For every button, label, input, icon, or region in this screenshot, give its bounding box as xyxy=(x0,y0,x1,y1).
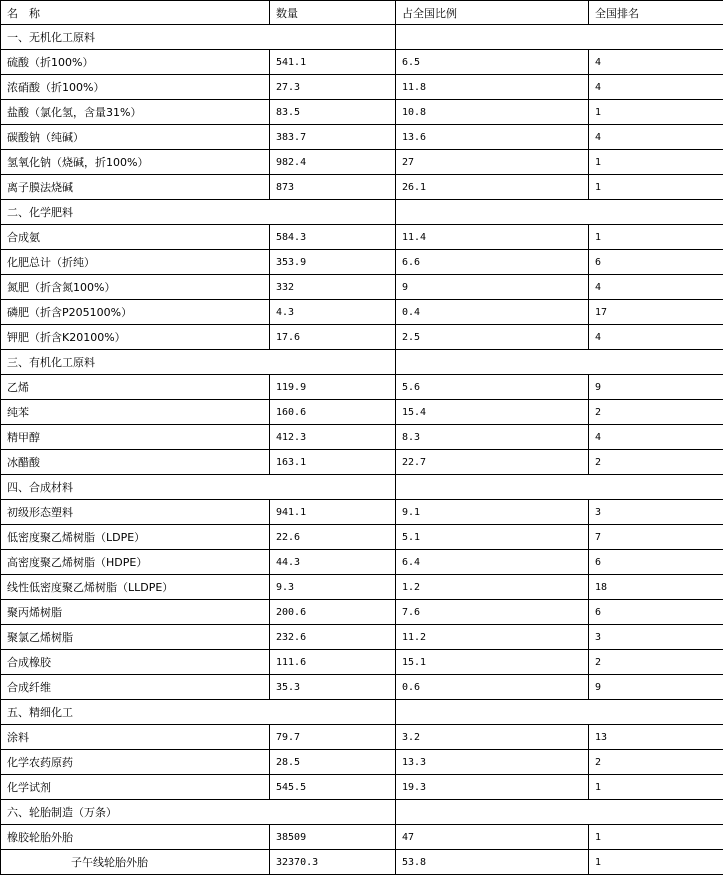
table-row xyxy=(1,500,723,525)
quantity-cell: 873 xyxy=(270,175,396,200)
quantity-cell: 32370.3 xyxy=(270,850,396,875)
product-name-cell: 离子膜法烧碱 xyxy=(1,175,270,200)
share-cell: 13.6 xyxy=(396,125,589,150)
product-name-cell: 氢氧化钠（烧碱，折100%） xyxy=(1,150,270,175)
section-row xyxy=(1,475,723,500)
section-blank-cell xyxy=(396,475,723,500)
product-name-cell: 初级形态塑料 xyxy=(1,500,270,525)
section-title: 六、轮胎制造（万条） xyxy=(1,800,396,825)
rank-cell: 6 xyxy=(589,250,723,275)
table-row xyxy=(1,250,723,275)
product-name-cell: 子午线轮胎外胎 xyxy=(1,850,270,875)
share-cell: 8.3 xyxy=(396,425,589,450)
product-name-cell: 乙烯 xyxy=(1,375,270,400)
product-name-cell: 冰醋酸 xyxy=(1,450,270,475)
rank-cell: 2 xyxy=(589,750,723,775)
product-name-cell: 化学试剂 xyxy=(1,775,270,800)
table-row xyxy=(1,275,723,300)
table-row xyxy=(1,650,723,675)
quantity-cell: 982.4 xyxy=(270,150,396,175)
product-name-cell: 线性低密度聚乙烯树脂（LLDPE） xyxy=(1,575,270,600)
quantity-cell: 163.1 xyxy=(270,450,396,475)
table-row xyxy=(1,425,723,450)
section-row xyxy=(1,800,723,825)
share-cell: 22.7 xyxy=(396,450,589,475)
rank-cell: 18 xyxy=(589,575,723,600)
quantity-cell: 383.7 xyxy=(270,125,396,150)
quantity-cell: 79.7 xyxy=(270,725,396,750)
product-name-cell: 氮肥（折含氮100%） xyxy=(1,275,270,300)
table-row xyxy=(1,100,723,125)
quantity-cell: 9.3 xyxy=(270,575,396,600)
quantity-cell: 44.3 xyxy=(270,550,396,575)
quantity-cell: 119.9 xyxy=(270,375,396,400)
quantity-cell: 200.6 xyxy=(270,600,396,625)
section-row xyxy=(1,200,723,225)
header-rank: 全国排名 xyxy=(589,1,723,25)
quantity-cell: 332 xyxy=(270,275,396,300)
rank-cell: 7 xyxy=(589,525,723,550)
share-cell: 15.4 xyxy=(396,400,589,425)
table-row xyxy=(1,375,723,400)
quantity-cell: 584.3 xyxy=(270,225,396,250)
share-cell: 27 xyxy=(396,150,589,175)
table-row xyxy=(1,400,723,425)
quantity-cell: 412.3 xyxy=(270,425,396,450)
rank-cell: 9 xyxy=(589,375,723,400)
section-title: 一、无机化工原料 xyxy=(1,25,396,50)
header-quantity: 数量 xyxy=(270,1,396,25)
rank-cell: 1 xyxy=(589,225,723,250)
table-row xyxy=(1,225,723,250)
quantity-cell: 353.9 xyxy=(270,250,396,275)
product-name-cell: 化肥总计（折纯） xyxy=(1,250,270,275)
rank-cell: 2 xyxy=(589,400,723,425)
table-row xyxy=(1,125,723,150)
product-name-cell: 浓硝酸（折100%） xyxy=(1,75,270,100)
header-row xyxy=(1,1,723,25)
product-name-cell: 纯苯 xyxy=(1,400,270,425)
rank-cell: 1 xyxy=(589,175,723,200)
quantity-cell: 4.3 xyxy=(270,300,396,325)
table-row xyxy=(1,450,723,475)
product-name-cell: 磷肥（折含P205100%） xyxy=(1,300,270,325)
product-name-cell: 硫酸（折100%） xyxy=(1,50,270,75)
share-cell: 0.4 xyxy=(396,300,589,325)
section-row xyxy=(1,25,723,50)
quantity-cell: 232.6 xyxy=(270,625,396,650)
table-row xyxy=(1,725,723,750)
share-cell: 3.2 xyxy=(396,725,589,750)
section-title: 四、合成材料 xyxy=(1,475,396,500)
table-row xyxy=(1,150,723,175)
share-cell: 47 xyxy=(396,825,589,850)
quantity-cell: 83.5 xyxy=(270,100,396,125)
share-cell: 13.3 xyxy=(396,750,589,775)
product-name-cell: 碳酸钠（纯碱） xyxy=(1,125,270,150)
product-name-cell: 合成橡胶 xyxy=(1,650,270,675)
rank-cell: 4 xyxy=(589,275,723,300)
quantity-cell: 35.3 xyxy=(270,675,396,700)
table-row xyxy=(1,850,723,875)
product-name-cell: 橡胶轮胎外胎 xyxy=(1,825,270,850)
table-row xyxy=(1,675,723,700)
product-name-cell: 钾肥（折含K20100%） xyxy=(1,325,270,350)
quantity-cell: 17.6 xyxy=(270,325,396,350)
rank-cell: 9 xyxy=(589,675,723,700)
quantity-cell: 941.1 xyxy=(270,500,396,525)
header-name: 名 称 xyxy=(1,1,270,25)
share-cell: 0.6 xyxy=(396,675,589,700)
table-row xyxy=(1,750,723,775)
share-cell: 15.1 xyxy=(396,650,589,675)
table-row xyxy=(1,825,723,850)
share-cell: 11.2 xyxy=(396,625,589,650)
rank-cell: 4 xyxy=(589,75,723,100)
quantity-cell: 27.3 xyxy=(270,75,396,100)
product-name-cell: 聚丙烯树脂 xyxy=(1,600,270,625)
share-cell: 11.4 xyxy=(396,225,589,250)
share-cell: 6.6 xyxy=(396,250,589,275)
share-cell: 5.1 xyxy=(396,525,589,550)
section-blank-cell xyxy=(396,25,723,50)
rank-cell: 4 xyxy=(589,425,723,450)
rank-cell: 4 xyxy=(589,50,723,75)
rank-cell: 3 xyxy=(589,500,723,525)
quantity-cell: 22.6 xyxy=(270,525,396,550)
product-name-cell: 化学农药原药 xyxy=(1,750,270,775)
product-name-cell: 盐酸（氯化氢，含量31%） xyxy=(1,100,270,125)
share-cell: 10.8 xyxy=(396,100,589,125)
rank-cell: 6 xyxy=(589,600,723,625)
table-row xyxy=(1,550,723,575)
rank-cell: 2 xyxy=(589,650,723,675)
section-row xyxy=(1,700,723,725)
section-title: 五、精细化工 xyxy=(1,700,396,725)
table-row xyxy=(1,600,723,625)
rank-cell: 1 xyxy=(589,775,723,800)
quantity-cell: 545.5 xyxy=(270,775,396,800)
share-cell: 9 xyxy=(396,275,589,300)
section-row xyxy=(1,350,723,375)
rank-cell: 2 xyxy=(589,450,723,475)
table-row xyxy=(1,75,723,100)
quantity-cell: 541.1 xyxy=(270,50,396,75)
table-row xyxy=(1,175,723,200)
share-cell: 19.3 xyxy=(396,775,589,800)
table-row xyxy=(1,325,723,350)
quantity-cell: 111.6 xyxy=(270,650,396,675)
share-cell: 2.5 xyxy=(396,325,589,350)
header-share: 占全国比例 xyxy=(396,1,589,25)
rank-cell: 4 xyxy=(589,125,723,150)
section-blank-cell xyxy=(396,800,723,825)
section-title: 二、化学肥料 xyxy=(1,200,396,225)
rank-cell: 6 xyxy=(589,550,723,575)
rank-cell: 3 xyxy=(589,625,723,650)
quantity-cell: 38509 xyxy=(270,825,396,850)
share-cell: 1.2 xyxy=(396,575,589,600)
share-cell: 9.1 xyxy=(396,500,589,525)
rank-cell: 4 xyxy=(589,325,723,350)
rank-cell: 1 xyxy=(589,150,723,175)
share-cell: 6.5 xyxy=(396,50,589,75)
product-name-cell: 合成氨 xyxy=(1,225,270,250)
share-cell: 5.6 xyxy=(396,375,589,400)
share-cell: 11.8 xyxy=(396,75,589,100)
product-name-cell: 高密度聚乙烯树脂（HDPE） xyxy=(1,550,270,575)
product-name-cell: 低密度聚乙烯树脂（LDPE） xyxy=(1,525,270,550)
quantity-cell: 28.5 xyxy=(270,750,396,775)
product-name-cell: 聚氯乙烯树脂 xyxy=(1,625,270,650)
rank-cell: 17 xyxy=(589,300,723,325)
section-blank-cell xyxy=(396,200,723,225)
product-name-cell: 精甲醇 xyxy=(1,425,270,450)
table-row xyxy=(1,50,723,75)
table-row xyxy=(1,625,723,650)
share-cell: 53.8 xyxy=(396,850,589,875)
share-cell: 26.1 xyxy=(396,175,589,200)
share-cell: 7.6 xyxy=(396,600,589,625)
section-title: 三、有机化工原料 xyxy=(1,350,396,375)
rank-cell: 1 xyxy=(589,850,723,875)
section-blank-cell xyxy=(396,700,723,725)
rank-cell: 13 xyxy=(589,725,723,750)
share-cell: 6.4 xyxy=(396,550,589,575)
table-row xyxy=(1,525,723,550)
table-row xyxy=(1,775,723,800)
rank-cell: 1 xyxy=(589,825,723,850)
quantity-cell: 160.6 xyxy=(270,400,396,425)
product-name-cell: 涂料 xyxy=(1,725,270,750)
table-row xyxy=(1,300,723,325)
table-row xyxy=(1,575,723,600)
section-blank-cell xyxy=(396,350,723,375)
product-name-cell: 合成纤维 xyxy=(1,675,270,700)
rank-cell: 1 xyxy=(589,100,723,125)
